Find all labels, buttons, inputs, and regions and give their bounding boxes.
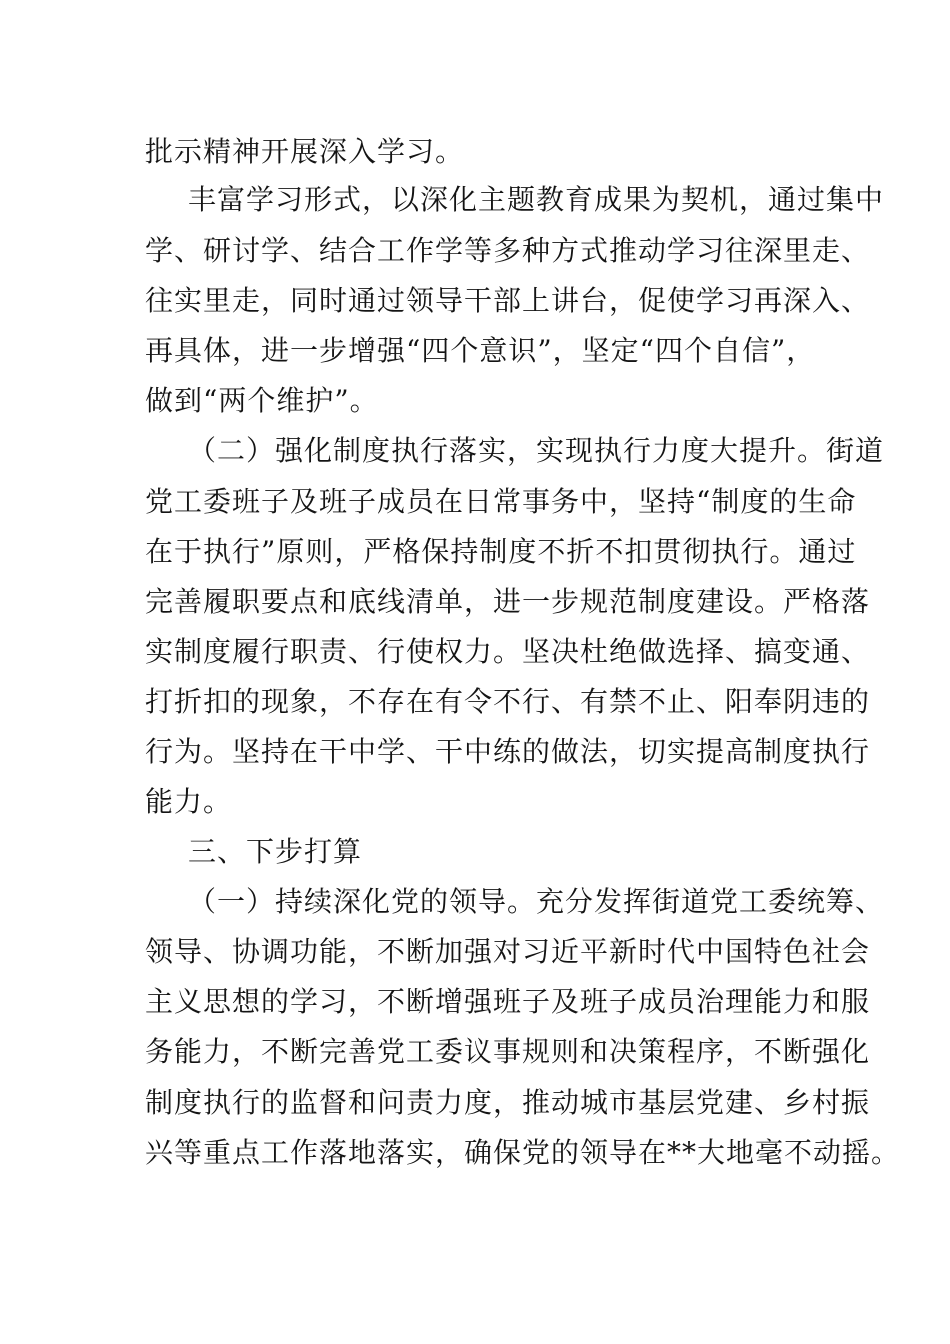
text-line: 学、研讨学、结合工作学等多种方式推动学习往深里走、 [145,234,871,267]
text-line: 完善履职要点和底线清单，进一步规范制度建设。严格落 [145,585,871,618]
subsection-heading-line: （二）强化制度执行落实，实现执行力度大提升。街道 [188,434,885,467]
text-line: 批示精神开展深入学习。 [145,135,465,168]
paragraph-start-line: 丰富学习形式，以深化主题教育成果为契机，通过集中 [188,183,885,216]
text-line: 打折扣的现象，不存在有令不行、有禁不止、阳奉阴违的 [145,685,871,718]
text-line: 制度执行的监督和问责力度，推动城市基层党建、乡村振 [145,1086,871,1119]
text-line: 在于执行”原则，严格保持制度不折不扣贯彻执行。通过 [145,535,857,568]
text-line: 兴等重点工作落地落实，确保党的领导在**大地毫不动摇。 [145,1136,901,1169]
section-heading: 三、下步打算 [188,835,363,868]
text-line: 做到“两个维护”。 [145,384,379,417]
text-line: 务能力，不断完善党工委议事规则和决策程序，不断强化 [145,1035,871,1068]
text-line: 再具体，进一步增强“四个意识”，坚定“四个自信”， [145,334,816,367]
text-line: 党工委班子及班子成员在日常事务中，坚持“制度的生命 [145,485,857,518]
text-line: 实制度履行职责、行使权力。坚决杜绝做选择、搞变通、 [145,635,871,668]
text-line: 能力。 [145,785,233,818]
text-line: 往实里走，同时通过领导干部上讲台，促使学习再深入、 [145,284,871,317]
text-line: 主义思想的学习，不断增强班子及班子成员治理能力和服 [145,985,871,1018]
text-line: 行为。坚持在干中学、干中练的做法，切实提高制度执行 [145,735,871,768]
text-line: 领导、协调功能，不断加强对习近平新时代中国特色社会 [145,935,871,968]
subsection-heading-line: （一）持续深化党的领导。充分发挥街道党工委统筹、 [188,885,885,918]
